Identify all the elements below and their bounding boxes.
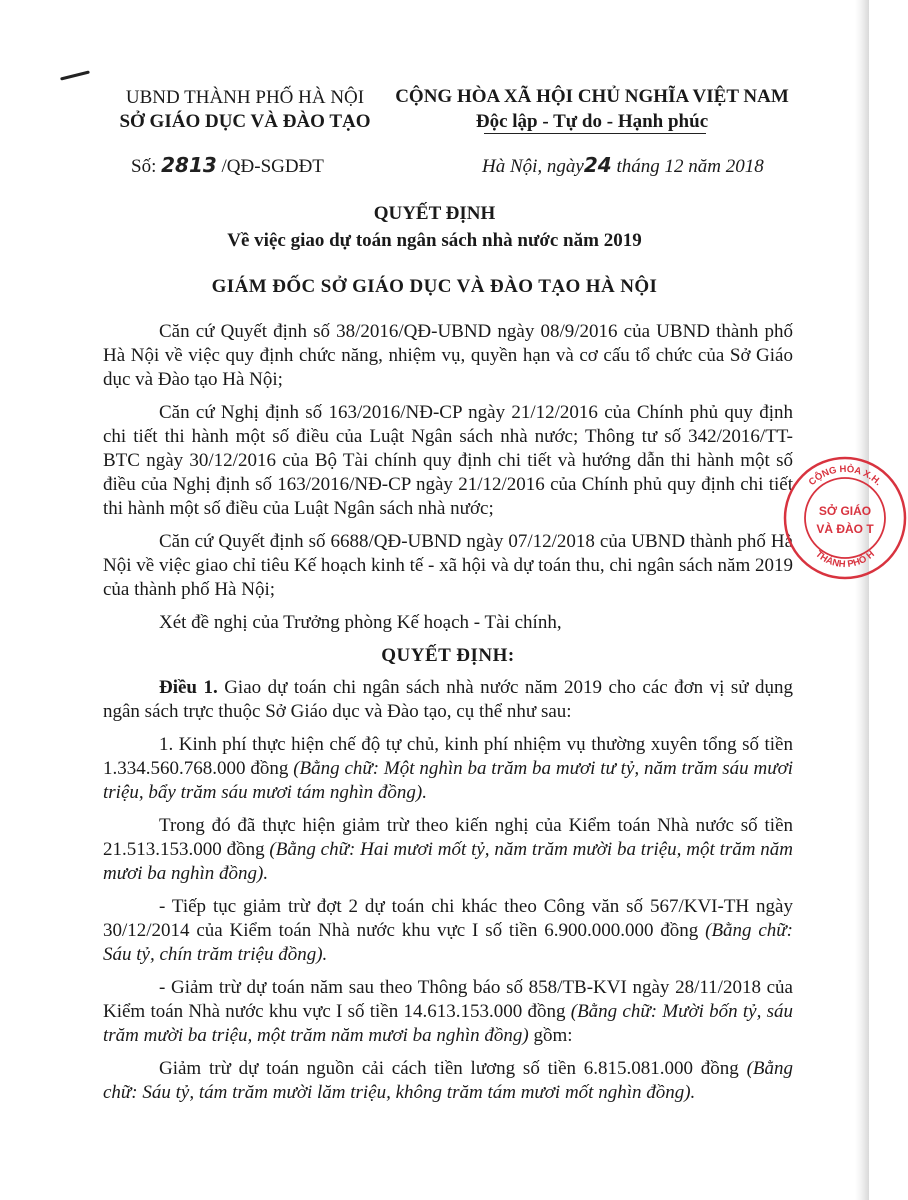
place-and-date <box>482 153 764 178</box>
proposal-paragraph: Xét đề nghị của Trưởng phòng Kế hoạch - Tài chính, <box>159 612 562 633</box>
item-1 <box>103 733 793 805</box>
deduction-words: (Bằng chữ: Hai mươi mốt tỷ, năm trăm mười ba triệu, một trăm năm mươi ba nghìn đồng). <box>103 839 794 884</box>
basis-paragraph-2: Căn cứ Nghị định số 163/2016/NĐ-CP ngày 21/12/2016 của Chính phủ quy định chi tiết thi hành một số điều của Luật Ngân sách nhà nước; Thông tư số 342/2016/TT-BTC ngày 30/12/2016 của Bộ Tài chính quy định chi tiết và hướng dẫn thi hành một số điều của Nghị định số 163/2016/NĐ-CP ngày 21/12/2016 của Chính phủ quy định chi tiết thi hành một số điều của Luật Ngân sách nhà nước; <box>103 402 793 519</box>
issuing-agency-block <box>100 86 390 134</box>
pen-mark <box>60 70 90 80</box>
item-1-text: 1. Kinh phí thực hiện chế độ tự chủ, kinh phí nhiệm vụ thường xuyên tổng số tiền 1.334.560.768.000 đồng <box>103 734 793 779</box>
decision-subject: Về việc giao dự toán ngân sách nhà nước năm 2019 <box>227 230 642 251</box>
motto-underline <box>484 133 706 134</box>
deduction-item-3-text: Giảm trừ dự toán nguồn cải cách tiền lương số tiền 6.815.081.000 đồng <box>159 1058 739 1079</box>
seal-arc-top: CỘNG HÒA X.H. <box>806 463 884 488</box>
seal-line-2: VÀ ĐÀO T <box>816 522 874 536</box>
basis-paragraph-1: Căn cứ Quyết định số 38/2016/QĐ-UBND ngày 08/9/2016 của UBND thành phố Hà Nội về việc quy định chức năng, nhiệm vụ, quyền hạn và cơ cấu tổ chức của Sở Giáo dục và Đào tạo Hà Nội; <box>103 321 793 390</box>
handwritten-number: 2813 <box>161 153 217 177</box>
national-title: CỘNG HÒA XÃ HỘI CHỦ NGHĨA VIỆT NAM <box>395 86 789 107</box>
national-heading <box>382 84 802 134</box>
deduction-item-2 <box>103 976 793 1048</box>
deduction-item-1 <box>103 895 793 967</box>
deduction-paragraph <box>103 814 793 886</box>
deduction-item-2-text: - Giảm trừ dự toán năm sau theo Thông báo số 858/TB-KVI ngày 28/11/2018 của Kiểm toán Nhà nước khu vực I số tiền 14.613.153.000 đồng <box>103 977 793 1022</box>
handwritten-day: 24 <box>583 153 612 177</box>
place-date-prefix: Hà Nội, ngày <box>482 156 584 177</box>
deduction-item-1-text: - Tiếp tục giảm trừ đợt 2 dự toán chi khác theo Công văn số 567/KVI-TH ngày 30/12/2014 của Kiểm toán Nhà nước khu vực I số tiền 6.900.000.000 đồng <box>103 896 793 941</box>
article-1-label: Điều 1. <box>159 677 218 698</box>
place-date-suffix: tháng 12 năm 2018 <box>616 156 764 177</box>
deduction-item-3-words: (Bằng chữ: Sáu tỷ, tám trăm mười lăm triệu, không trăm tám mươi mốt nghìn đồng). <box>103 1058 793 1103</box>
agency-line-1: UBND THÀNH PHỐ HÀ NỘI <box>125 87 365 108</box>
decision-heading: QUYẾT ĐỊNH: <box>381 645 515 666</box>
deduction-text: Trong đó đã thực hiện giảm trừ theo kiến nghị của Kiểm toán Nhà nước số tiền 21.513.153.000 đồng <box>103 815 793 860</box>
decision-title: QUYẾT ĐỊNH <box>373 203 496 224</box>
document-number <box>131 153 324 178</box>
issuer-title: GIÁM ĐỐC SỞ GIÁO DỤC VÀ ĐÀO TẠO HÀ NỘI <box>211 276 658 297</box>
article-1 <box>103 676 793 724</box>
national-motto: Độc lập - Tự do - Hạnh phúc <box>475 111 709 132</box>
seal-line-1: SỞ GIÁO <box>818 504 872 518</box>
agency-line-2: SỞ GIÁO DỤC VÀ ĐÀO TẠO <box>119 111 371 132</box>
document-number-prefix: Số: <box>131 156 157 177</box>
document-number-suffix: /QĐ-SGDĐT <box>221 156 324 177</box>
deduction-item-1-words: (Bằng chữ: Sáu tỷ, chín trăm triệu đồng). <box>103 920 793 965</box>
item-1-words: (Bằng chữ: Một nghìn ba trăm ba mươi tư tỷ, năm trăm sáu mươi triệu, bẩy trăm sáu mươi tám nghìn đồng). <box>103 758 794 803</box>
deduction-item-2-tail: gồm: <box>533 1025 573 1046</box>
deduction-item-2-words: (Bằng chữ: Mười bốn tỷ, sáu trăm mười ba triệu, một trăm năm mươi ba nghìn đồng) <box>103 1001 793 1046</box>
basis-paragraph-3: Căn cứ Quyết định số 6688/QĐ-UBND ngày 07/12/2018 của UBND thành phố Hà Nội về việc giao chỉ tiêu Kế hoạch kinh tế - xã hội và dự toán thu, chi ngân sách năm 2019 của thành phố Hà Nội; <box>103 531 793 600</box>
seal-inner-ring <box>805 478 885 558</box>
seal-arc-bottom: THÀNH PHỐ H <box>813 548 877 571</box>
article-1-text: Giao dự toán chi ngân sách nhà nước năm 2019 cho các đơn vị sử dụng ngân sách trực thuộc Sở Giáo dục và Đào tạo, cụ thể như sau: <box>103 677 794 722</box>
deduction-item-3 <box>103 1057 793 1105</box>
official-seal <box>782 455 908 581</box>
scan-edge-shadow <box>855 0 869 1200</box>
document-body <box>103 320 793 1114</box>
